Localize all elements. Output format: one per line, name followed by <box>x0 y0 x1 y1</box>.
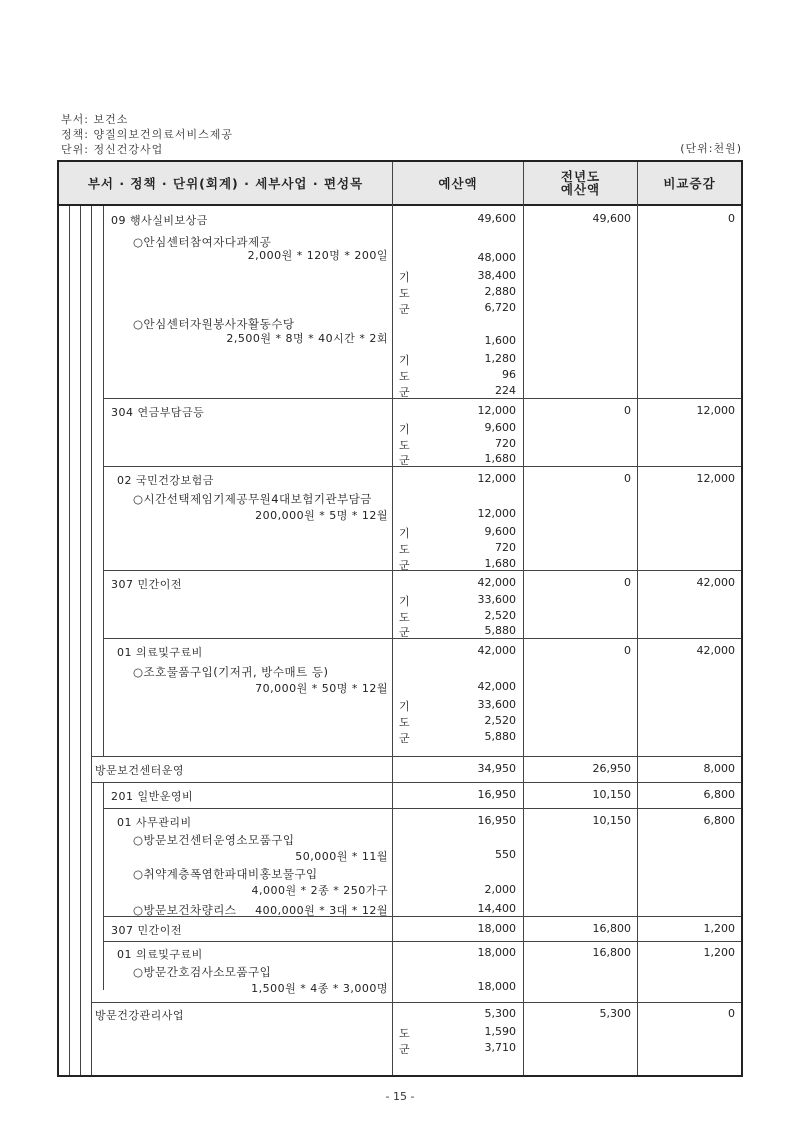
source-gi: 기 <box>399 595 410 608</box>
diff-value: 6,800 <box>703 788 735 801</box>
detail-label: ○안심센터참여자다과제공 <box>133 235 272 249</box>
budget-value: 1,600 <box>484 334 516 347</box>
source-value: 2,520 <box>484 714 516 727</box>
budget-value: 18,000 <box>477 946 516 959</box>
budget-value: 14,400 <box>477 902 516 915</box>
source-value: 2,520 <box>484 609 516 622</box>
row-divider <box>103 466 741 467</box>
budget-value: 16,950 <box>477 814 516 827</box>
diff-value: 12,000 <box>696 472 735 485</box>
page-number: - 15 - <box>385 1090 415 1103</box>
source-value: 5,880 <box>484 730 516 743</box>
diff-value: 42,000 <box>696 576 735 589</box>
diff-value: 12,000 <box>696 404 735 417</box>
item-label: 307 민간이전 <box>111 578 182 591</box>
item-label: 01 의료및구료비 <box>117 646 203 659</box>
source-value: 33,600 <box>477 698 516 711</box>
row-divider <box>91 756 741 757</box>
diff-value: 1,200 <box>703 922 735 935</box>
calc-formula: 70,000원 * 50명 * 12월 <box>255 682 388 695</box>
source-gun: 군 <box>399 732 410 745</box>
budget-value: 49,600 <box>477 212 516 225</box>
calc-formula: 4,000원 * 2종 * 250가구 <box>251 884 388 897</box>
currency-unit-label: (단위:천원) <box>680 142 742 155</box>
prev-budget-value: 16,800 <box>592 922 631 935</box>
source-gun: 군 <box>399 303 410 316</box>
budget-value: 42,000 <box>477 680 516 693</box>
source-do: 도 <box>399 611 410 624</box>
item-label: 304 연금부담금등 <box>111 406 205 419</box>
budget-value: 18,000 <box>477 980 516 993</box>
budget-value: 34,950 <box>477 762 516 775</box>
header-prev-budget-line2: 예산액 <box>560 182 601 197</box>
header-category: 부서 · 정책 · 단위(회계) · 세부사업 · 편성목 <box>87 175 364 191</box>
prev-budget-value: 49,600 <box>592 212 631 225</box>
budget-value: 42,000 <box>477 644 516 657</box>
source-value: 9,600 <box>484 525 516 538</box>
prev-budget-value: 10,150 <box>592 814 631 827</box>
item-label: 201 일반운영비 <box>111 790 194 803</box>
detail-label: ○안심센터자원봉사자활동수당 <box>133 317 295 331</box>
source-gi: 기 <box>399 271 410 284</box>
calc-formula: 2,500원 * 8명 * 40시간 * 2회 <box>226 332 388 345</box>
row-divider <box>103 808 741 809</box>
calc-formula: 1,500원 * 4종 * 3,000명 <box>251 982 388 995</box>
diff-value: 42,000 <box>696 644 735 657</box>
header-diff: 비교증감 <box>663 175 716 191</box>
calc-formula: 200,000원 * 5명 * 12월 <box>255 509 388 522</box>
source-gun: 군 <box>399 559 410 572</box>
source-value: 96 <box>502 368 516 381</box>
source-value: 38,400 <box>477 269 516 282</box>
header-prev-budget-line1: 전년도 <box>560 169 601 184</box>
source-value: 9,600 <box>484 421 516 434</box>
diff-value: 1,200 <box>703 946 735 959</box>
source-gun: 군 <box>399 626 410 639</box>
source-value: 5,880 <box>484 624 516 637</box>
detail-label: ○시간선택제임기제공무원4대보험기관부담금 <box>133 492 372 506</box>
prev-budget-value: 10,150 <box>592 788 631 801</box>
prev-budget-value: 0 <box>624 472 631 485</box>
col-divider <box>637 162 638 1075</box>
budget-value: 12,000 <box>477 404 516 417</box>
row-divider <box>91 1002 741 1003</box>
detail-label: ○방문보건차량리스 <box>133 903 237 917</box>
budget-value: 16,950 <box>477 788 516 801</box>
budget-value: 5,300 <box>484 1007 516 1020</box>
detail-label: ○조호물품구입(기저귀, 방수매트 등) <box>133 665 329 679</box>
source-value: 224 <box>495 384 516 397</box>
col-divider <box>523 162 524 1075</box>
budget-value: 48,000 <box>477 251 516 264</box>
source-do: 도 <box>399 287 410 300</box>
header-budget: 예산액 <box>438 175 478 191</box>
item-label: 02 국민건강보험금 <box>117 474 214 487</box>
source-value: 1,280 <box>484 352 516 365</box>
detail-label: ○방문보건센터운영소모품구입 <box>133 833 295 847</box>
prev-budget-value: 26,950 <box>592 762 631 775</box>
source-value: 1,680 <box>484 452 516 465</box>
budget-value: 2,000 <box>484 883 516 896</box>
row-divider <box>103 941 741 942</box>
prev-budget-value: 0 <box>624 644 631 657</box>
item-label: 09 행사실비보상금 <box>111 214 208 227</box>
diff-value: 8,000 <box>703 762 735 775</box>
source-do: 도 <box>399 1027 410 1040</box>
unit-program-label: 단위: 정신건강사업 <box>61 143 164 156</box>
col-divider <box>392 162 393 1075</box>
row-divider <box>103 570 741 571</box>
source-do: 도 <box>399 716 410 729</box>
source-gi: 기 <box>399 423 410 436</box>
source-gun: 군 <box>399 386 410 399</box>
source-value: 2,880 <box>484 285 516 298</box>
header-prev-budget <box>524 162 637 204</box>
source-value: 6,720 <box>484 301 516 314</box>
source-value: 3,710 <box>484 1041 516 1054</box>
department-label: 부서: 보건소 <box>61 113 129 126</box>
prev-budget-value: 16,800 <box>592 946 631 959</box>
tree-line <box>69 206 70 1075</box>
prev-budget-value: 0 <box>624 576 631 589</box>
budget-table <box>57 160 743 1077</box>
row-divider <box>103 638 741 639</box>
program-label: 방문보건센터운영 <box>95 764 185 777</box>
source-value: 1,680 <box>484 557 516 570</box>
tree-line <box>91 206 92 1075</box>
calc-formula: 2,000원 * 120명 * 200일 <box>247 249 388 262</box>
source-value: 720 <box>495 541 516 554</box>
policy-label: 정책: 양질의보건의료서비스제공 <box>61 128 233 141</box>
row-divider <box>91 782 741 783</box>
tree-line <box>103 206 104 756</box>
budget-value: 12,000 <box>477 507 516 520</box>
source-do: 도 <box>399 439 410 452</box>
prev-budget-value: 0 <box>624 404 631 417</box>
budget-value: 550 <box>495 848 516 861</box>
source-gun: 군 <box>399 454 410 467</box>
item-label: 307 민간이전 <box>111 924 182 937</box>
source-do: 도 <box>399 543 410 556</box>
diff-value: 0 <box>728 1007 735 1020</box>
source-gun: 군 <box>399 1043 410 1056</box>
source-do: 도 <box>399 370 410 383</box>
budget-value: 12,000 <box>477 472 516 485</box>
prev-budget-value: 5,300 <box>599 1007 631 1020</box>
calc-formula: 50,000원 * 11월 <box>295 850 388 863</box>
detail-label: ○방문간호검사소모품구입 <box>133 965 272 979</box>
budget-value: 18,000 <box>477 922 516 935</box>
source-value: 33,600 <box>477 593 516 606</box>
source-gi: 기 <box>399 354 410 367</box>
source-gi: 기 <box>399 700 410 713</box>
source-gi: 기 <box>399 527 410 540</box>
row-divider <box>103 398 741 399</box>
source-value: 1,590 <box>484 1025 516 1038</box>
tree-line <box>80 206 81 1075</box>
diff-value: 0 <box>728 212 735 225</box>
program-label: 방문건강관리사업 <box>95 1009 185 1022</box>
table-header <box>59 162 741 206</box>
item-label: 01 사무관리비 <box>117 816 192 829</box>
tree-line <box>103 782 104 990</box>
source-value: 720 <box>495 437 516 450</box>
detail-label: ○취약계층폭염한파대비홍보물구입 <box>133 867 318 881</box>
calc-formula: 400,000원 * 3대 * 12월 <box>255 904 388 917</box>
diff-value: 6,800 <box>703 814 735 827</box>
budget-value: 42,000 <box>477 576 516 589</box>
item-label: 01 의료및구료비 <box>117 948 203 961</box>
